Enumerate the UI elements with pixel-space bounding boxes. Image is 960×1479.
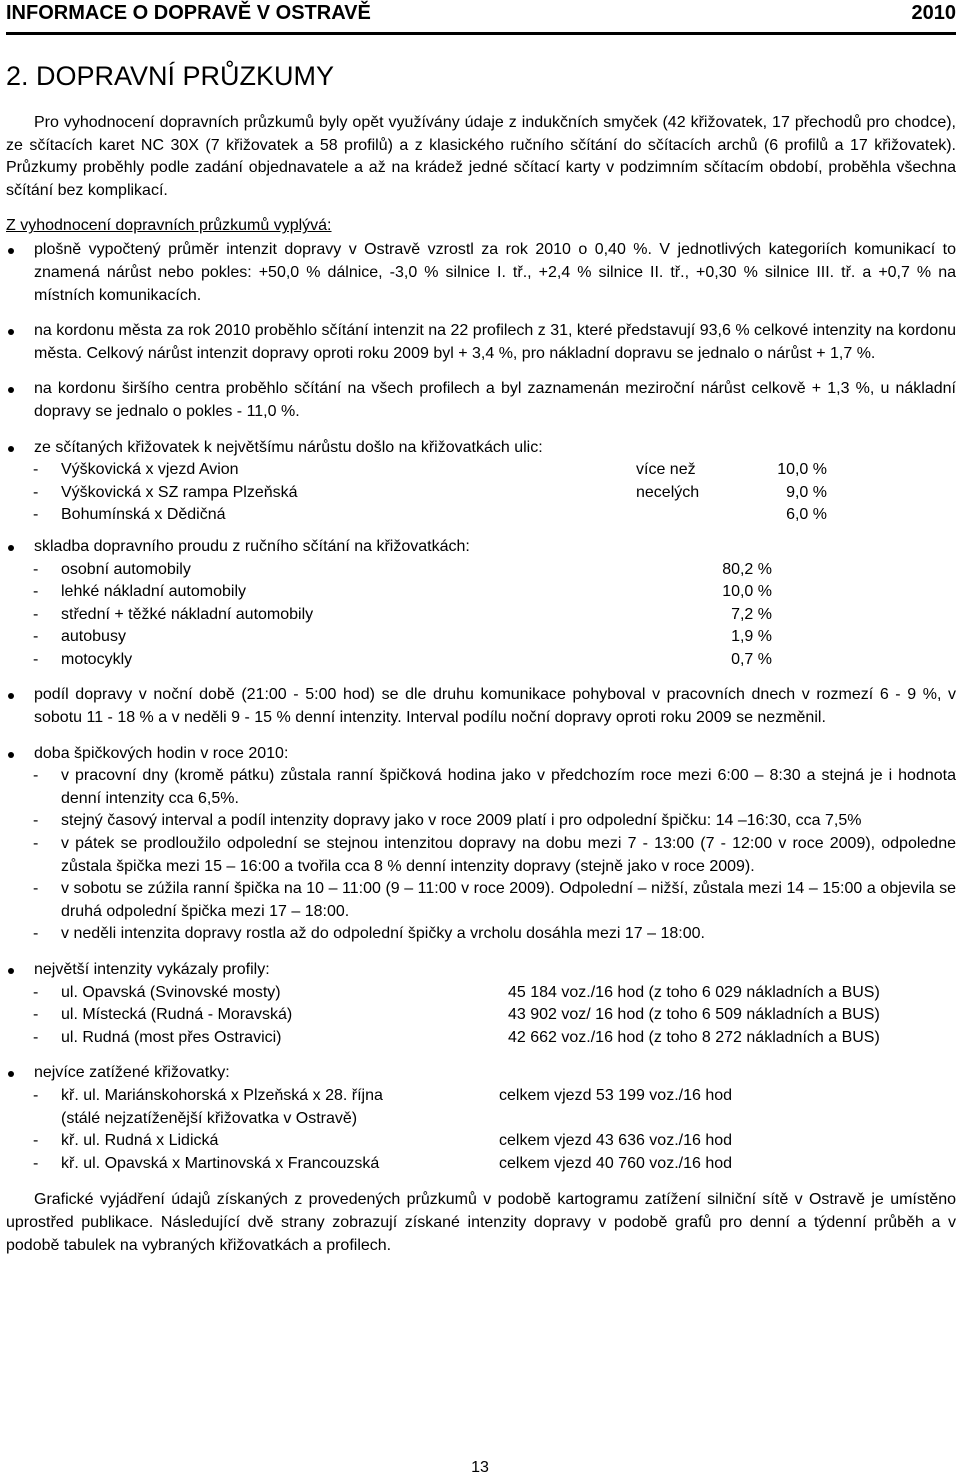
growth-qualifier	[636, 504, 731, 527]
sub-list-item	[6, 923, 956, 946]
profile-name: ul. Místecká (Rudná - Moravská)	[61, 1006, 293, 1024]
dash-marker: -	[33, 583, 39, 601]
intro-paragraph: Pro vyhodnocení dopravních průzkumů byly opět využívány údaje z indukčních smyček (42 křižovatek, 17 přechodů pro chodce), ze sčítacích karet NC 30X (7 křižovatek a 58 profilů) a z klasického ručního sčítání do sčítacích archů (6 profilů a 17 křižovatek). Průzkumy proběhly podle zadání objednavatele a až na krádež jedné sčítací karty v podzimním sčítacím období, proběhla všechna sčítání bez komplikací.	[6, 114, 956, 199]
sub-list-item	[6, 604, 956, 627]
peak-hours-text: v neděli intenzita dopravy rostla až do odpolední špičky a vrcholu dosáhla mezi 17 – 18:00.	[61, 925, 705, 943]
profile-name: ul. Rudná (most přes Ostravici)	[61, 1028, 282, 1046]
list-item	[6, 536, 956, 672]
results-heading: Z vyhodnocení dopravních průzkumů vyplývá:	[6, 217, 332, 235]
sub-list-item	[6, 1085, 956, 1108]
list-item	[6, 320, 956, 365]
sub-list-item	[6, 1004, 956, 1027]
sub-list-item	[6, 810, 956, 833]
busiest-intersections-list	[6, 1085, 956, 1175]
page-number: 13	[471, 1459, 489, 1476]
growth-qualifier: necelých	[636, 483, 700, 501]
intersection-intensity: celkem vjezd 40 760 voz./16 hod	[499, 1154, 733, 1172]
dash-marker: -	[33, 1132, 39, 1150]
intersection-name: kř. ul. Rudná x Lidická	[61, 1132, 219, 1150]
list-item	[6, 684, 956, 729]
share-value: 0,7 %	[731, 650, 772, 668]
vehicle-category: lehké nákladní automobily	[61, 583, 247, 601]
list-item	[6, 743, 956, 946]
list-item-text: na kordonu širšího centra proběhlo sčítání na všech profilech a byl zaznamenán meziroční nárůst celkově + 1,3 %, u nákladní dopravy se jednalo o pokles - 11,0 %.	[34, 380, 956, 420]
intersection-intensity: celkem vjezd 53 199 voz./16 hod	[499, 1086, 733, 1104]
list-item-text: největší intenzity vykázaly profily:	[34, 961, 270, 978]
bullet-icon	[8, 329, 14, 335]
dash-marker: -	[33, 506, 39, 524]
closing-paragraph: Grafické vyjádření údajů získaných z provedených průzkumů v podobě kartogramu zatížení silniční sítě v Ostravě je umístěno uprostřed publikace. Následující dvě strany zobrazují získané intenzity dopravy v podobě grafů pro denní a týdenní průběh a v podobě tabulek na vybraných křižovatkách a profilech.	[6, 1191, 956, 1254]
dash-marker: -	[33, 605, 39, 623]
profile-intensity: 43 902 voz/ 16 hod (z toho 6 509 nákladních a BUS)	[508, 1006, 880, 1024]
dash-marker: -	[33, 1006, 39, 1024]
share-value: 10,0 %	[722, 583, 772, 601]
dash-marker: -	[33, 560, 39, 578]
dash-marker: -	[33, 925, 39, 943]
list-item-text: skladba dopravního proudu z ručního sčítání na křižovatkách:	[34, 537, 470, 555]
sub-list-item-note	[6, 1108, 956, 1131]
document-page	[6, 0, 956, 1257]
dash-marker: -	[33, 1086, 39, 1104]
peak-hours-text: v pátek se prodloužilo odpolední se stejnou intenzitou dopravy na dobu mezi 7 - 13:00 (7 - 12:00 v roce 2009), odpoledne zůstala špička mezi 15 – 16:00 a tvořila cca 8 % denní intenzity dopravy (stejně jako v roce 2009).	[61, 835, 956, 875]
bullet-icon	[8, 387, 14, 393]
dash-marker: -	[33, 767, 39, 785]
dash-marker: -	[33, 812, 39, 830]
sub-list-item	[6, 765, 956, 810]
bullet-icon	[8, 968, 14, 974]
sub-list-item	[6, 581, 956, 604]
vehicle-category: střední + těžké nákladní automobily	[61, 605, 314, 623]
list-item	[6, 239, 956, 307]
sub-list-item	[6, 1027, 956, 1050]
results-list	[6, 239, 956, 1175]
intersection-name: kř. ul. Opavská x Martinovská x Francouzská	[61, 1154, 380, 1172]
chapter-title: 2. DOPRAVNÍ PRŮZKUMY	[6, 61, 335, 91]
traffic-composition-list	[6, 559, 956, 672]
dash-marker: -	[33, 835, 39, 853]
growth-value: 9,0 %	[786, 483, 827, 501]
peak-hours-text: v sobotu se zúžila ranní špička na 10 – 11:00 (9 – 11:00 v roce 2009). Odpolední – nižší, zůstala mezi 14 – 15:00 a objevila se druhá odpolední špička mezi 17 – 18:00.	[61, 880, 956, 920]
header-title: INFORMACE O DOPRAVĚ V OSTRAVĚ	[6, 2, 371, 24]
dash-marker: -	[33, 1154, 39, 1172]
list-item	[6, 378, 956, 423]
sub-list-item	[6, 878, 956, 923]
profile-intensity: 45 184 voz./16 hod (z toho 6 029 nákladních a BUS)	[508, 983, 880, 1001]
vehicle-category: motocykly	[61, 650, 133, 668]
list-item-text: doba špičkových hodin v roce 2010:	[34, 744, 289, 762]
list-item	[6, 959, 956, 1049]
bullet-icon	[8, 248, 14, 254]
sub-list-item	[6, 482, 956, 505]
sub-list-item	[6, 559, 956, 582]
peak-hours-list	[6, 765, 956, 946]
list-item-text: ze sčítaných křižovatek k největšímu nárůstu došlo na křižovatkách ulic:	[34, 438, 543, 456]
dash-marker: -	[33, 880, 39, 898]
bullet-icon	[8, 1071, 14, 1077]
intersection-name: Výškovická x vjezd Avion	[61, 461, 239, 479]
sub-list-item	[6, 1130, 956, 1153]
bullet-icon	[8, 545, 14, 551]
running-header	[6, 0, 956, 35]
intersection-name: Bohumínská x Dědičná	[61, 506, 226, 524]
header-year: 2010	[911, 2, 956, 24]
growth-qualifier: více než	[636, 461, 696, 479]
bullet-icon	[8, 446, 14, 452]
list-item	[6, 437, 956, 527]
intersection-name: kř. ul. Mariánskohorská x Plzeňská x 28. října	[61, 1086, 383, 1104]
peak-hours-text: v pracovní dny (kromě pátku) zůstala ranní špičková hodina jako v předchozím roce mezi 6:00 – 8:30 a stejná je i hodnota denní intenzity cca 6,5%.	[61, 767, 956, 807]
sub-list-item	[6, 504, 956, 527]
sub-list-item	[6, 649, 956, 672]
busiest-profiles-list	[6, 982, 956, 1050]
share-value: 7,2 %	[731, 605, 772, 623]
growth-value: 6,0 %	[786, 506, 827, 524]
bullet-icon	[8, 693, 14, 699]
list-item	[6, 1062, 956, 1175]
peak-hours-text: stejný časový interval a podíl intenzity dopravy jako v roce 2009 platí i pro odpolední špičku: 14 –16:30, cca 7,5%	[61, 812, 862, 830]
dash-marker: -	[33, 1028, 39, 1046]
dash-marker: -	[33, 483, 39, 501]
dash-marker: -	[33, 650, 39, 668]
bullet-icon	[8, 752, 14, 758]
profile-intensity: 42 662 voz./16 hod (z toho 8 272 nákladních a BUS)	[508, 1028, 880, 1046]
intersection-growth-list	[6, 459, 956, 527]
sub-list-item	[6, 833, 956, 878]
intersection-intensity: celkem vjezd 43 636 voz./16 hod	[499, 1132, 733, 1150]
sub-list-item	[6, 626, 956, 649]
list-item-text: plošně vypočtený průměr intenzit dopravy v Ostravě vzrostl za rok 2010 o 0,40 %. V jednotlivých kategoriích komunikací to znamená nárůst nebo pokles: +50,0 % dálnice, -3,0 % silnice I. tř., +2,4 % silnice II. tř., +0,30 % silnice III. tř. a +0,7 % na místních komunikacích.	[34, 241, 956, 304]
list-item-text: na kordonu města za rok 2010 proběhlo sčítání intenzit na 22 profilech z 31, které představují 93,6 % celkové intenzity na kordonu města. Celkový nárůst intenzit dopravy oproti roku 2009 byl + 3,4 %, pro nákladní dopravu se jednalo o nárůst + 1,7 %.	[34, 322, 956, 362]
sub-list-item	[6, 459, 956, 482]
vehicle-category: autobusy	[61, 628, 126, 646]
intersection-note: (stálé nejzatíženější křižovatka v Ostravě)	[61, 1109, 358, 1127]
growth-value: 10,0 %	[777, 461, 827, 479]
sub-list-item	[6, 982, 956, 1005]
list-item-text: podíl dopravy v noční době (21:00 - 5:00 hod) se dle druhu komunikace pohyboval v pracovních dnech v rozmezí 6 - 9 %, v sobotu 11 - 18 % a v neděli 9 - 15 % denní intenzity. Interval podílu noční dopravy oproti roku 2009 se nezměnil.	[34, 686, 956, 727]
dash-marker: -	[33, 983, 39, 1001]
share-value: 1,9 %	[731, 628, 772, 646]
dash-marker: -	[33, 461, 39, 479]
vehicle-category: osobní automobily	[61, 560, 191, 578]
sub-list-item	[6, 1153, 956, 1176]
profile-name: ul. Opavská (Svinovské mosty)	[61, 983, 281, 1001]
dash-marker: -	[33, 628, 39, 646]
list-item-text: nejvíce zatížené křižovatky:	[34, 1064, 230, 1082]
intersection-name: Výškovická x SZ rampa Plzeňská	[61, 483, 298, 501]
share-value: 80,2 %	[722, 560, 772, 578]
